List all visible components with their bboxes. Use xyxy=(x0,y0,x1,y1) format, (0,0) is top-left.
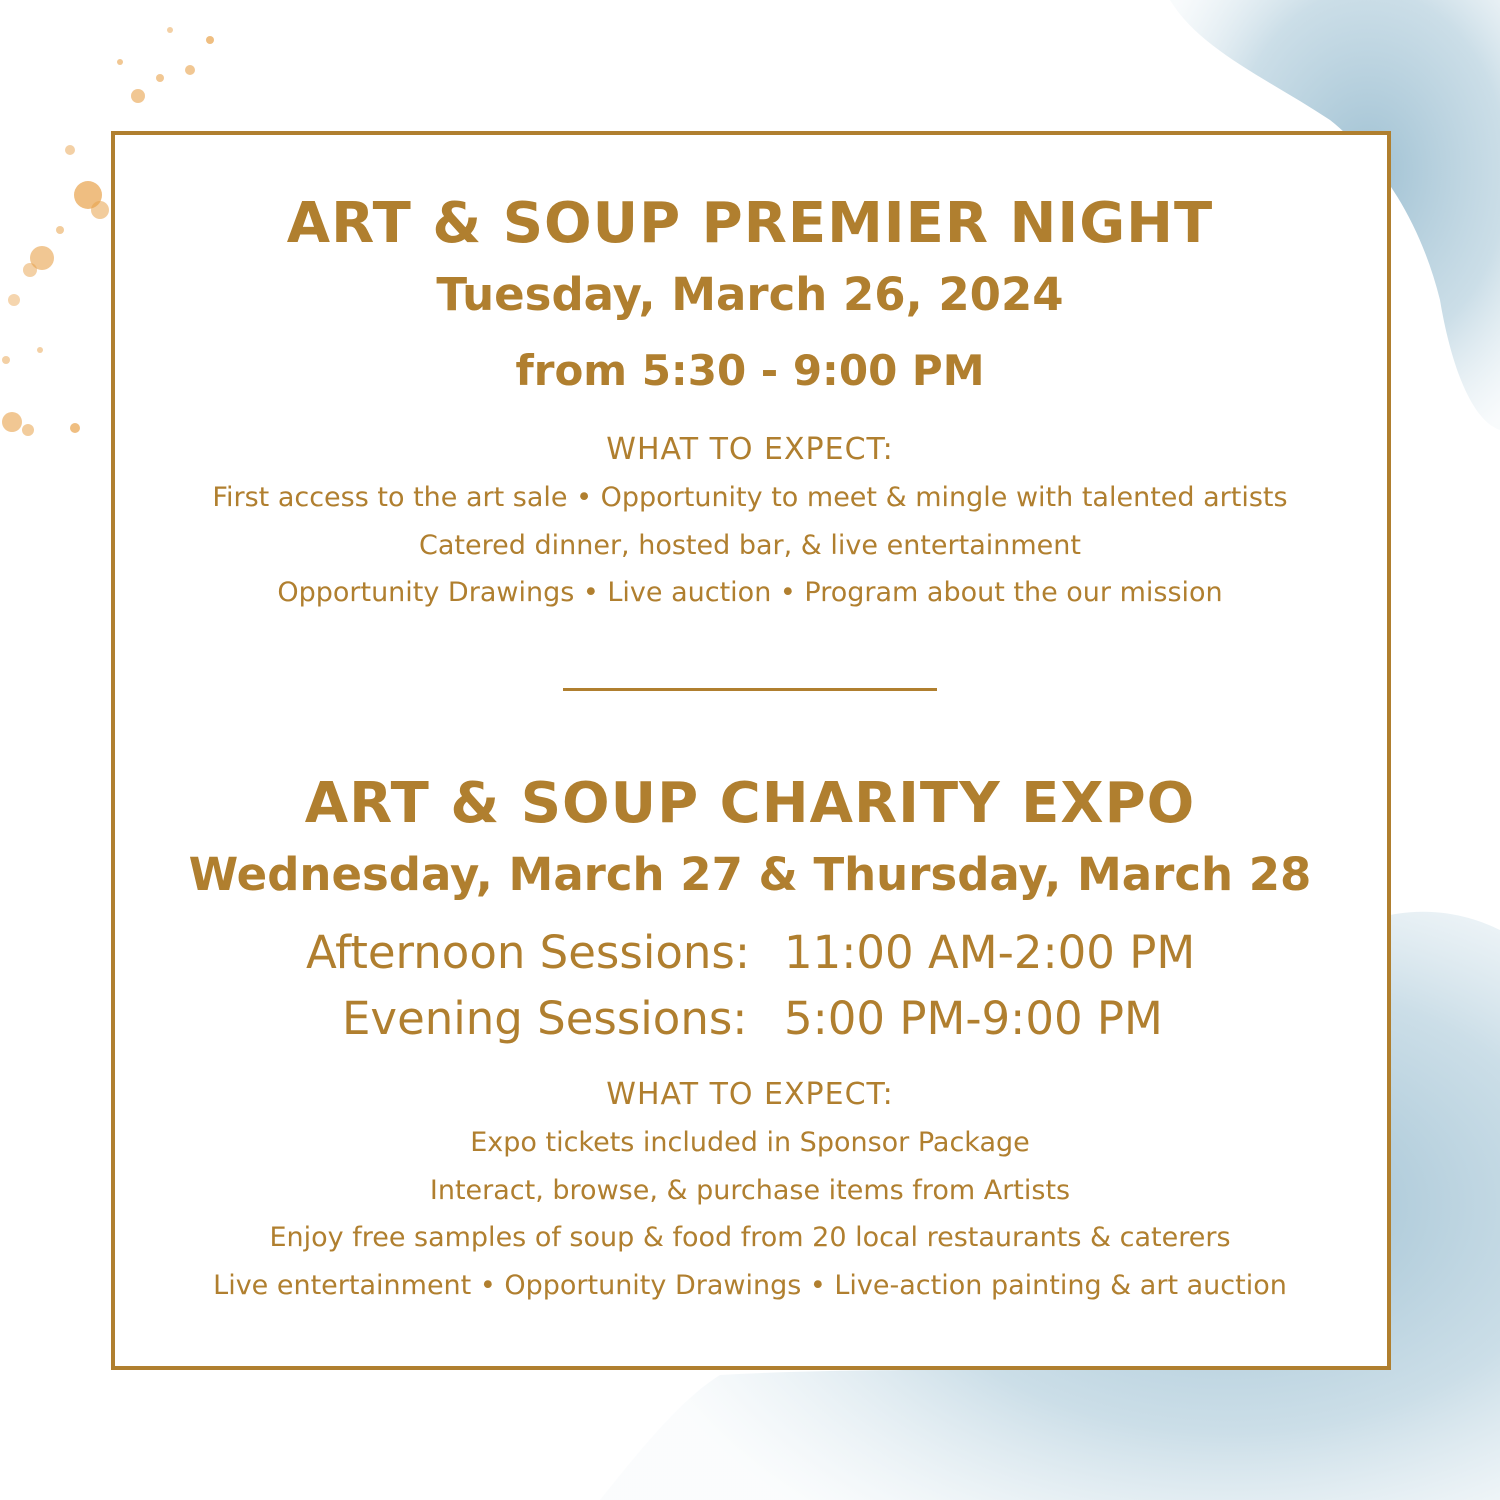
premier-expect-line-3: Opportunity Drawings • Live auction • Program about the our mission xyxy=(277,577,1223,608)
expo-expect-line-4: Live entertainment • Opportunity Drawings • Live-action painting & art auction xyxy=(213,1270,1287,1301)
evening-session-time: 5:00 PM-9:00 PM xyxy=(784,992,1163,1045)
expo-expect-line-1: Expo tickets included in Sponsor Package xyxy=(470,1127,1030,1158)
premier-title: ART & SOUP PREMIER NIGHT xyxy=(286,191,1214,256)
afternoon-session-time: 11:00 AM-2:00 PM xyxy=(784,926,1196,979)
expo-title: ART & SOUP CHARITY EXPO xyxy=(304,771,1196,836)
evening-session-label: Evening Sessions: xyxy=(342,992,748,1045)
premier-expect-line-2: Catered dinner, hosted bar, & live entertainment xyxy=(419,530,1081,561)
expo-expect-line-3: Enjoy free samples of soup & food from 20 local restaurants & caterers xyxy=(269,1222,1231,1253)
afternoon-session-label: Afternoon Sessions: xyxy=(306,926,750,979)
premier-time: from 5:30 - 9:00 PM xyxy=(515,346,985,395)
section-divider xyxy=(563,688,937,691)
expo-expect-label: WHAT TO EXPECT: xyxy=(606,1077,894,1112)
expo-expect-line-2: Interact, browse, & purchase items from Artists xyxy=(429,1175,1071,1206)
premier-expect-label: WHAT TO EXPECT: xyxy=(606,432,894,467)
premier-expect-line-1: First access to the art sale • Opportunity to meet & mingle with talented artists xyxy=(212,482,1288,513)
premier-date: Tuesday, March 26, 2024 xyxy=(436,268,1064,321)
expo-dates: Wednesday, March 27 & Thursday, March 28 xyxy=(188,848,1312,901)
